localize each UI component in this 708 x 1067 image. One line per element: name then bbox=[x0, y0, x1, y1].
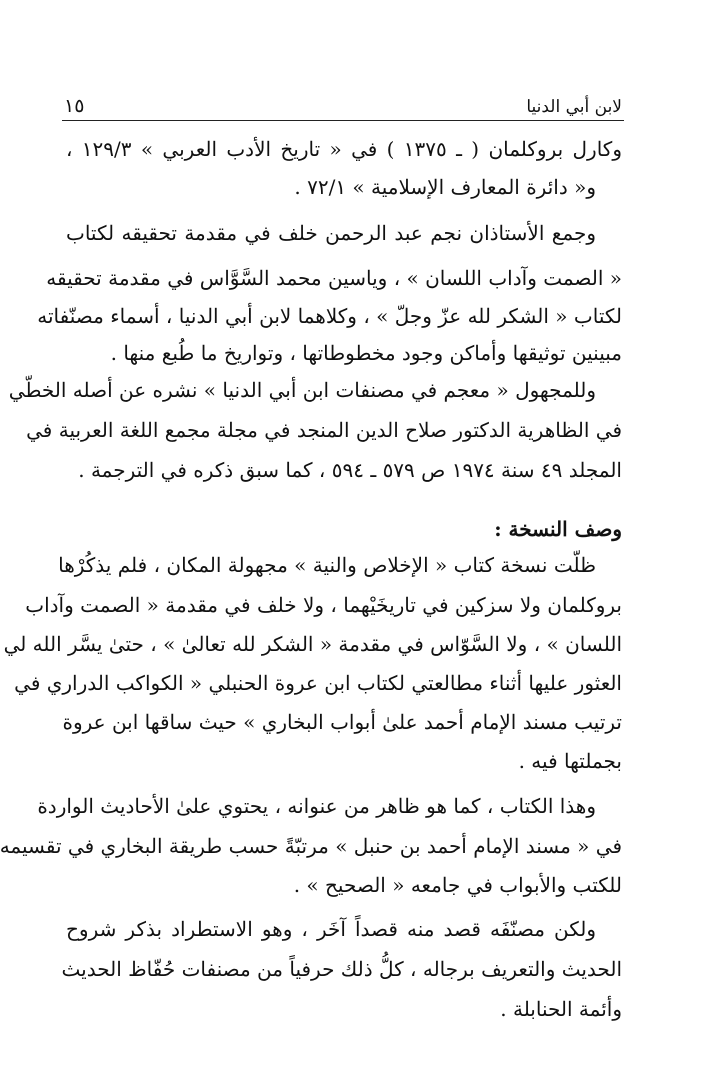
paragraph-4-line-5: ترتيب مسند الإمام أحمد علىٰ أبواب البخاري » حيث ساقها ابن عروة bbox=[62, 710, 622, 734]
paragraph-4-line-6: بجملتها فيه . bbox=[518, 749, 622, 773]
paragraph-4-line-1: ظلّت نسخة كتاب « الإخلاص والنية » مجهولة المكان ، فلم يذكُرْها bbox=[58, 553, 596, 577]
paragraph-4-line-3: اللسان » ، ولا السَّوّاس في مقدمة « الشكر لله تعالىٰ » ، حتىٰ يسَّر الله لي bbox=[3, 632, 622, 656]
paragraph-6-line-2: الحديث والتعريف برجاله ، كلُّ ذلك حرفياً من مصنفات حُفّاظ الحديث bbox=[61, 957, 622, 981]
page-number: ١٥ bbox=[64, 95, 85, 117]
paragraph-2-line-2: « الصمت وآداب اللسان » ، وياسين محمد السَّوَّاس في مقدمة تحقيقه bbox=[46, 266, 622, 290]
paragraph-3-line-2: في الظاهرية الدكتور صلاح الدين المنجد في مجلة مجمع اللغة العربية في bbox=[26, 418, 622, 442]
paragraph-2-line-4: مبينين توثيقها وأماكن وجود مخطوطاتها ، وتواريخ ما طُبع منها . bbox=[110, 341, 622, 365]
paragraph-1-line-1: وكارل بروكلمان ( ـ ١٣٧٥ ) في « تاريخ الأدب العربي » ١٢٩/٣ ، bbox=[66, 137, 622, 161]
paragraph-1-line-2: و« دائرة المعارف الإسلامية » ٧٢/١ . bbox=[294, 175, 596, 199]
section-heading: وصف النسخة : bbox=[494, 517, 622, 541]
paragraph-2-line-1: وجمع الأستاذان نجم عبد الرحمن خلف في مقدمة تحقيقه لكتاب bbox=[66, 221, 596, 245]
paragraph-4-line-4: العثور عليها أثناء مطالعتي لكتاب ابن عروة الحنبلي « الكواكب الدراري في bbox=[14, 671, 622, 695]
paragraph-5-line-2: في « مسند الإمام أحمد بن حنبل » مرتبّةً حسب طريقة البخاري في تقسيمه bbox=[0, 834, 622, 858]
paragraph-2-line-3: لكتاب « الشكر لله عزّ وجلّ » ، وكلاهما لابن أبي الدنيا ، أسماء مصنّفاته bbox=[37, 304, 622, 328]
paragraph-5-line-1: وهذا الكتاب ، كما هو ظاهر من عنوانه ، يحتوي علىٰ الأحاديث الواردة bbox=[37, 794, 596, 818]
paragraph-3-line-3: المجلد ٤٩ سنة ١٩٧٤ ص ٥٧٩ ـ ٥٩٤ ، كما سبق ذكره في الترجمة . bbox=[78, 458, 622, 482]
paragraph-6-line-1: ولكن مصنّفَه قصد منه قصداً آخَر ، وهو الاستطراد بذكر شروح bbox=[66, 917, 596, 941]
running-header bbox=[62, 92, 624, 121]
paragraph-3-line-1: وللمجهول « معجم في مصنفات ابن أبي الدنيا » نشره عن أصله الخطّي bbox=[8, 378, 596, 402]
running-title: لابن أبي الدنيا bbox=[526, 97, 622, 117]
paragraph-4-line-2: بروكلمان ولا سزكين في تاريخَيْهما ، ولا خلف في مقدمة « الصمت وآداب bbox=[25, 593, 622, 617]
paragraph-6-line-3: وأئمة الحنابلة . bbox=[500, 997, 622, 1021]
paragraph-5-line-3: للكتب والأبواب في جامعه « الصحيح » . bbox=[293, 873, 622, 897]
